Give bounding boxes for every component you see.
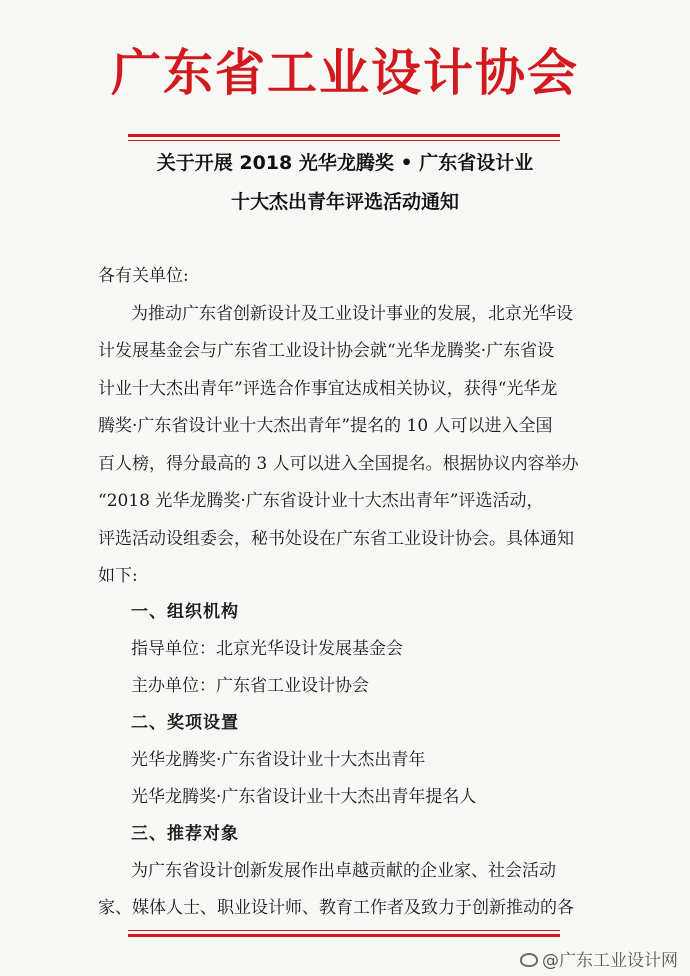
notice-title-line-2: 十大杰出青年评选活动通知	[230, 191, 459, 213]
header-divider-thin	[128, 140, 560, 141]
paragraph-line: 腾奖·广东省设计业十大杰出青年”提名的 10 人可以进入全国	[98, 416, 553, 436]
paragraph-line: 如下:	[98, 566, 138, 586]
award-item: 光华龙腾奖·广东省设计业十大杰出青年	[131, 750, 426, 770]
paragraph-line: 为推动广东省创新设计及工业设计事业的发展，北京光华设	[131, 304, 573, 324]
header-divider-thick	[128, 134, 560, 137]
target-line: 为广东省设计创新发展作出卓越贡献的企业家、社会活动	[131, 861, 556, 881]
salutation: 各有关单位:	[98, 266, 189, 286]
paragraph-line: 计发展基金会与广东省工业设计协会就“光华龙腾奖·广东省设	[98, 341, 555, 361]
watermark-text: @广东工业设计网	[542, 951, 678, 971]
footer-divider-thick	[128, 934, 560, 937]
notice-title-line-1: 关于开展 2018 光华龙腾奖 • 广东省设计业	[156, 152, 534, 174]
paragraph-line: “2018 光华龙腾奖·广东省设计业十大杰出青年”评选活动，	[98, 491, 544, 511]
guide-unit-line: 指导单位：北京光华设计发展基金会	[131, 639, 403, 659]
paragraph-line: 计业十大杰出青年”评选合作事宜达成相关协议，获得“光华龙	[98, 379, 558, 399]
weibo-watermark	[520, 946, 678, 971]
paragraph-line: 百人榜，得分最高的 3 人可以进入全国提名。根据协议内容举办	[98, 454, 579, 474]
host-unit-line: 主办单位：广东省工业设计协会	[131, 676, 369, 696]
award-item: 光华龙腾奖·广东省设计业十大杰出青年提名人	[131, 787, 477, 807]
section-heading-nominees: 三、推荐对象	[131, 824, 239, 844]
footer-divider-thin	[128, 930, 560, 931]
weibo-icon	[520, 953, 538, 967]
section-heading-organization: 一、组织机构	[131, 602, 239, 622]
target-line: 家、媒体人士、职业设计师、教育工作者及致力于创新推动的各	[98, 898, 574, 918]
org-letterhead-title: 广东省工业设计协会	[111, 43, 579, 102]
section-heading-awards: 二、奖项设置	[131, 713, 239, 733]
paragraph-line: 评选活动设组委会，秘书处设在广东省工业设计协会。具体通知	[98, 529, 574, 549]
